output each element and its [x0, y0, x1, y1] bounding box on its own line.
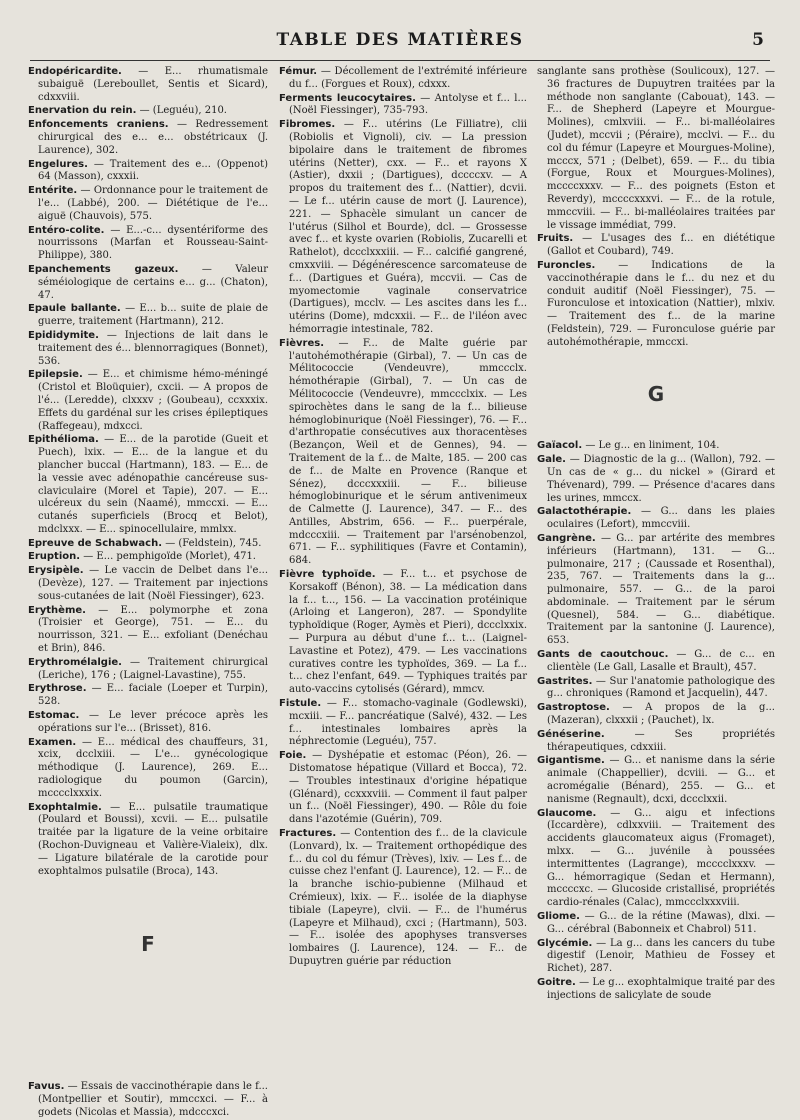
entry-text: — Traitement chirurgical (Leriche), 176 ; (Laignel-Lavastine), 755. [38, 656, 268, 681]
index-entry [537, 755, 775, 806]
entry-heading: Fémur. [279, 66, 318, 77]
index-entry [28, 66, 268, 104]
entry-heading: Fruits. [537, 233, 574, 245]
index-entry [537, 977, 775, 1003]
entry-heading: Fractures. [279, 828, 337, 840]
index-entry [28, 551, 268, 564]
entry-heading: Fièvre typhoïde. [279, 569, 376, 581]
entry-text: — Décollement de l'extrémité inférieure du f... (Forgues et Roux), cdxxx. [289, 66, 527, 90]
entry-heading: Erythème. [28, 604, 86, 616]
entry-heading: Généserine. [537, 728, 605, 740]
entry-heading: Entéro-colite. [28, 224, 105, 236]
index-entry [537, 533, 775, 648]
index-entry [537, 676, 775, 702]
index-entry [28, 1081, 268, 1119]
entry-text: — Antolyse et f... l... (Noël Fiessinger), 735-793. [289, 92, 527, 117]
index-entry [279, 828, 527, 969]
entry-heading: Glycémie. [537, 937, 593, 949]
entry-heading: Epilepsie. [28, 369, 83, 381]
index-entry [279, 93, 527, 119]
entry-heading: Gastroptose. [537, 702, 610, 714]
index-entry [28, 225, 268, 263]
index-entry [537, 440, 775, 453]
entry-heading: Examen. [28, 736, 77, 748]
index-entry [28, 264, 268, 302]
entry-text: — Valeur séméiologique de certains e... g... (Chaton), 47. [38, 263, 268, 301]
entry-text: — E... et chimisme hémo-méningé (Cristol et Bloüquier), cxcii. — A propos de l'é... (Leredde), clxxxv ; (Goubeau), ccxxxix. Effets du gardénal sur les crises épileptiques (Raffegeau), mdxcci. [38, 369, 268, 432]
entry-heading: Erythrose. [28, 683, 87, 695]
index-entry [28, 657, 268, 683]
index-entry [28, 185, 268, 223]
column-2 [279, 66, 527, 1064]
entry-text: — F... de Malte guérie par l'autohémothérapie (Girbal), 7. — Un cas de Mélitococcie (Vendeuvre), mmccclx. hémothérapie (Girbal), 7. — Un cas de Mélitococcie (Vendeuvre), mmccclxix. — Les spirochètes dans le sang de la f... bilieuse hémoglobinurique (Noël Fiessinger), 76. — F... d'arthropatie consécutives aux thoracentèses (Bezançon, Weil et de Gennes), 94. — Traitement de la f... de Malte, 185. — 200 cas de f... de Malte en Provence (Ranque et Sénez), dcccxxxiii. — F... bilieuse hémoglobinurique et le sérum antivenimeux de Calmette (J. Laurence), 347. — F... des Antilles, Abstrim, 656. — F... puerpérale, mdcccxiii. — Traitement par l'arsénobenzol, 671. — F... syphilitiques (Favre et Contamin), 684. [289, 337, 527, 567]
entry-heading: Entérite. [28, 185, 78, 197]
index-entry [28, 737, 268, 801]
entry-heading: Estomac. [28, 710, 80, 722]
entry-text: — E... faciale (Loeper et Turpin), 528. [38, 683, 269, 708]
entry-heading: Furoncles. [537, 259, 596, 271]
entry-text: — Injections de lait dans le traitement des é... blennorragiques (Bonnet), 536. [38, 329, 268, 367]
entry-text: — E... de la parotide (Gueit et Puech), lxix. — E... de la langue et du plancher buccal (Hartmann), 183. — E... de la vessie avec adénopathie cancéreuse sus-claviculaire (Morel et Tapie), 207. — E... ulcéreux du sein (Naamé), mmccxi. — E... cutanés superficiels (Brocq et Belot), mdclxxx. — E... spinocellulaire, mmlxx. [38, 434, 268, 535]
entry-text: — E... pemphigoïde (Morlet), 471. [83, 551, 256, 563]
entry-heading: Epaule ballante. [28, 303, 121, 315]
entry-heading: Fièvres. [279, 337, 325, 349]
entry-text: — G... et nanisme dans la série animale (Chappellier), dcviii. — G... et acromégalie (Bénard), 255. — G... et nanisme (Regnault), dcxi, dccclxxii. [547, 755, 775, 805]
section-letter: G [647, 381, 665, 406]
entry-heading: Erysipèle. [28, 565, 84, 577]
entry-heading: Gale. [537, 454, 566, 466]
index-entry [28, 303, 268, 329]
index-entry [537, 233, 775, 259]
index-entry [537, 729, 775, 755]
entry-heading: Gaïacol. [537, 440, 583, 452]
index-entry [28, 369, 268, 433]
index-entry [537, 911, 775, 937]
entry-text: — G... de la rétine (Mawas), dlxi. — G... cérébral (Babonneix et Chabrol) 511. [547, 911, 775, 935]
entry-heading: Foie. [279, 750, 307, 762]
entry-text: — G... par artérite des membres inférieurs (Hartmann), 131. — G... pulmonaire, 217 ; (Caussade et Rosenthal), 235, 767. — Traitements dans la g... pulmonaire, 557. — G... de la paroi abdominale. — Traitement par le sérum (Quesnel), 584. — G... diabétique. Traitement par la santonine (J. Laurence), 653. [547, 532, 775, 647]
entry-heading: Goitre. [537, 977, 576, 988]
entry-heading: Epanchements gazeux. [28, 263, 179, 275]
entry-text: — Indications de la vaccinothérapie dans le f... du nez et du conduit auditif (Noël Fiessinger), 75. — Furonculose et intoxication (Nattier), mlxiv. — Traitement des f... de la marine (Feldstein), 729. — Furonculose guérie par autohémothérapie, mmccxi. [547, 259, 775, 348]
entry-heading: Gastrites. [537, 675, 593, 687]
index-entry [28, 538, 268, 551]
index-entry [28, 159, 268, 185]
page-title: TABLE DES MATIÈRES [276, 30, 524, 50]
entry-text: — E... médical des chauffeurs, 31, xcix, dcclxiii. — L'e... gynécologique méthodique (J. Laurence), 269. E... radiologique du poumon (Garcin), mcccclxxxix. [38, 736, 269, 799]
entry-text: — Essais de vaccinothérapie dans le f... (Montpellier et Soutir), mmccxci. — F... à godets (Nicolas et Massia), mdcccxci. [38, 1081, 268, 1118]
entry-text: — E... b... suite de plaie de guerre, traitement (Hartmann), 212. [38, 303, 268, 328]
column-3 [537, 66, 775, 1064]
entry-text: — A propos de la g... (Mazeran), clxxxii ; (Pauchet), lx. [547, 702, 775, 727]
entry-text: — E... rhumatismale subaiguë (Lereboullet, Sentis et Sicard), cdxxviii. [38, 66, 268, 103]
entry-text: — F... stomacho-vaginale (Godlewski), mcxiii. — F... pancréatique (Salvé), 432. — Les f... intestinales lombaires après la néphrectomie (Leguéu), 757. [289, 698, 527, 748]
index-entry [28, 119, 268, 157]
index-entry [28, 605, 268, 656]
index-entry [279, 569, 527, 697]
column-1 [28, 66, 269, 1118]
index-entry [28, 683, 268, 709]
entry-heading: Ferments leucocytaires. [279, 92, 416, 104]
entry-text: — Diagnostic de la g... (Wallon), 792. — Un cas de « g... du nickel » (Girard et Thévenard), 799. — Présence d'acares dans les urines, mmccx. [547, 454, 775, 504]
entry-heading: Epididymite. [28, 329, 99, 341]
index-entry [537, 808, 775, 910]
entry-text: sanglante sans prothèse (Soulicoux), 127. — 36 fractures de Dupuytren traitées par la méthode non sanglante (Cabouat), 143. — F... de Shepherd (Lapeyre et Mourgue-Molines), cmlxviii. — F... bi-malléolaires (Judet), mccvii ; (Péraire), mcclvi. — F... du col du fémur (Lapeyre et Mourgues-Moline), mcccx, 571 ; (Delbet), 659. — F... du tibia (Forgue, Roux et Mourgues-Molines), mccccxxxv. — F... des poignets (Eston et Reverdy), mccccxxxvi. — F... de la rotule, mmccviii. — F... bi-malléolaires traitées par le vissage immédiat, 799. [537, 66, 775, 231]
entry-heading: Epreuve de Schabwach. [28, 537, 163, 549]
entry-heading: Fibromes. [279, 119, 336, 131]
index-entry [537, 506, 775, 532]
entry-text: — Le lever précoce après les opérations sur l'e... (Brisset), 816. [38, 710, 268, 734]
entry-text: — Ses propriétés thérapeutiques, cdxxiii. [547, 728, 775, 753]
index-entry [279, 66, 527, 92]
entry-heading: Endopéricardite. [28, 66, 122, 77]
entry-heading: Exophtalmie. [28, 801, 102, 813]
index-entry [28, 710, 268, 736]
entry-text: — La g... dans les cancers du tube digestif (Lenoir, Mathieu de Fossey et Richet), 287. [547, 937, 775, 975]
index-entry [28, 802, 268, 879]
entry-text: — E...-c... dysentériforme des nourrissons (Marfan et Rousseau-Saint-Philippe), 380. [38, 224, 268, 262]
page-number: 5 [752, 30, 764, 50]
entry-heading: Gangrène. [537, 532, 596, 544]
entry-text: — Contention des f... de la clavicule (Lonvard), lx. — Traitement orthopédique des f... du col du fémur (Trèves), lxiv. — Les f... de cuisse chez l'enfant (J. Laurence), 12. — F... de la branche ischio-pubienne (Milhaud et Crémieux), lxix. — F... isolée de la diaphyse tibiale (Lapeyre), clvii. — F... de l'humérus (Lapeyre et Milhaud), cxci ; (Hartmann), 503. — F... isolée des apophyses transverses lombaires (J. Laurence), 124. — F... de Dupuytren guérie par réduction [289, 828, 527, 967]
index-entry [28, 330, 268, 368]
entry-heading: Engelures. [28, 158, 88, 170]
entry-text: — Ordonnance pour le traitement de l'e... (Labbé), 200. — Diététique de l'e... aiguë (Chauvois), 575. [38, 185, 268, 222]
index-entry [537, 702, 775, 728]
index-entry [279, 698, 527, 749]
index-entry [279, 338, 527, 568]
entry-heading: Fistule. [279, 698, 322, 710]
entry-text: — Traitement des e... (Oppenot) 64 (Masson), cxxxii. [38, 158, 268, 183]
entry-text: — G... dans les plaies oculaires (Lefort), mmccviii. [547, 506, 775, 531]
entry-heading: Galactothérapie. [537, 506, 632, 518]
entry-heading: Gliome. [537, 911, 580, 923]
entry-heading: Enervation du rein. [28, 105, 137, 117]
entry-text: — Le g... exophtalmique traité par des injections de salicylate de soude [547, 977, 775, 1001]
entry-text: — Le vaccin de Delbet dans l'e... (Devèze), 127. — Traitement par injections sous-cutanées de lait (Noël Fiessinger), 623. [38, 565, 268, 602]
entry-text: — F... utérins (Le Filliatre), clii (Robiolis et Vignoli), civ. — La pression bipolaire dans le traitement de fibromes utérins (Netter), cxx. — F... et rayons X (Astier), dxxii ; (Dartigues), dccccxv. — A propos du traitement des f... (Nattier), dcvii. — Le f... utérin cause de mort (J. Laurence), 221. — Sphacèle simulant un cancer de l'utérus (Silhol et Bourde), dcl. — Grossesse avec f... et kyste ovarien (Robiolis, Zucarelli et Rathelot), dccclxxxiii. — F... calcifié gangrené, cmxxviii. — Dégénérescence sarcomateuse de f... (Dartigues et Guéra), mccvii. — Cas de myomectomie vaginale conservatrice (Dartigues), mcclv. — Les ascites dans les f... utérins (Dome), mdcxxii. — F... de l'iléon avec hémorragie intestinale, 782. [289, 119, 527, 335]
entry-text: — (Leguéu), 210. [139, 105, 227, 117]
index-entry [537, 454, 775, 505]
entry-heading: Favus. [28, 1081, 65, 1093]
index-entry [28, 434, 268, 536]
index-entry [28, 565, 268, 603]
entry-heading: Epithélioma. [28, 434, 99, 446]
entry-heading: Glaucome. [537, 807, 597, 819]
entry-text: — F... t... et psychose de Korsakoff (Bénon), 38. — La médication dans la f... t..., 156. — La vaccination protéinique (Arloing et Langeron), 287. — Spondylite typhoïdique (Roger, Aymès et Pieri), dccclxxix. — Purpura au début d'une f... t... (Laignel-Lavastine et Potez), 479. — Les vaccinations curatives contre les typhoïdes, 369. — La f... t... chez l'enfant, 649. — Typhiques traités par auto-vaccins cytolisés (Gérard), mmcv. [289, 569, 527, 696]
entry-text: — G... aigu et infections (Iccardère), cdlxxviii. — Traitement des accidents glaucomateux aigus (Fromaget), mlxx. — G... juvénile à poussées intermittentes (Lagrange), mcccclxxxv. — G... hémorragique (Sedan et Hermann), mccccxc. — Glucoside cristallisé, propriétés cardio-rénales (Calac), mmccclxxxviii. [547, 807, 775, 909]
entry-text: — (Feldstein), 745. [165, 537, 262, 549]
header-rule [30, 60, 770, 61]
entry-text: — Dyshépatie et estomac (Péon), 26. — Distomatose hépatique (Villard et Bocca), 72. — Troubles intestinaux d'origine hépatique (Glénard), ccxxxviii. — Comment il faut palper un f... (Noël Fiessinger), 490. — Rôle du foie dans l'azotémie (Guérin), 709. [289, 750, 527, 826]
entry-text: — Redressement chirurgical des e... e... obstétricaux (J. Laurence), 302. [38, 119, 268, 156]
section-letter: F [141, 932, 155, 957]
entry-heading: Enfoncements craniens. [28, 119, 169, 131]
entry-text: — E... polymorphe et zona (Troisier et George), 751. — E... du nourrisson, 321. — E... exfoliant (Denéchau et Brin), 846. [38, 604, 268, 655]
entry-heading: Gants de caoutchouc. [537, 649, 669, 661]
index-entry [537, 649, 775, 675]
entry-text: — E... pulsatile traumatique (Poulard et Boussi), xcvii. — E... pulsatile traitée par la ligature de la veine orbitaire (Rochon-Duvigneau et Valière-Vialeix), dlx. — Ligature bilatérale de la carotide pour exophtalmos pulsatile (Broca), 143. [38, 801, 268, 877]
entry-heading: Erythromélalgie. [28, 656, 122, 668]
index-entry [537, 938, 775, 976]
entry-heading: Gigantisme. [537, 755, 605, 767]
page-header [0, 30, 800, 54]
index-entry [279, 750, 527, 827]
index-entry [537, 260, 775, 350]
entry-text: — Le g... en liniment, 104. [585, 440, 720, 452]
index-entry [28, 105, 268, 118]
index-entry [537, 66, 775, 232]
index-entry [279, 119, 527, 337]
entry-text: — L'usages des f... en diététique (Gallot et Coubard), 749. [547, 233, 775, 258]
entry-heading: Eruption. [28, 551, 81, 563]
entry-text: — Sur l'anatomie pathologique des g... chroniques (Ramond et Jacquelin), 447. [547, 675, 775, 700]
entry-text: — G... de c... en clientèle (Le Gall, Lasalle et Brault), 457. [547, 649, 775, 673]
